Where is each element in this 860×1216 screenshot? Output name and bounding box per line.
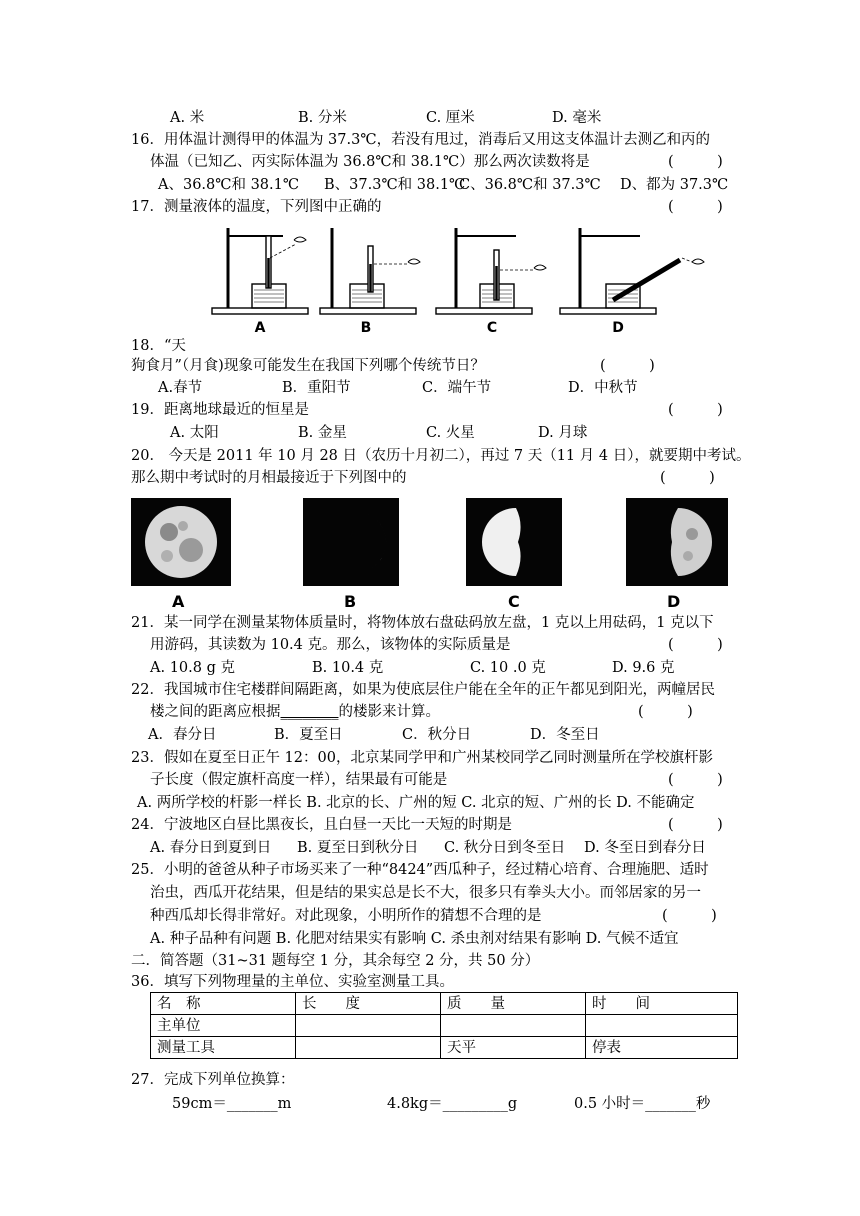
table-row xyxy=(151,1037,738,1059)
section2-title: 二．简答题（31~31 题每空 1 分，其余每空 2 分，共 50 分） xyxy=(131,953,540,969)
q19-option-a: A. 太阳 xyxy=(170,425,219,441)
q21-option-b: B. 10.4 克 xyxy=(312,660,384,676)
q24-option-c: C. 秋分日到冬至日 xyxy=(444,840,566,856)
setup-c xyxy=(436,228,546,314)
table-cell: 测量工具 xyxy=(151,1037,296,1059)
q18-answer-paren: ( ) xyxy=(600,358,655,374)
setup-b xyxy=(320,228,420,314)
table-header-cell: 质 量 xyxy=(441,993,586,1015)
q16-option-b: B、37.3℃和 38.1℃ xyxy=(324,177,466,193)
q21-stem-line1: 21．某一同学在测量某物体质量时，将物体放右盘砝码放左盘，1 克以上用砝码，1 克以下 xyxy=(131,615,714,631)
q27-item-1: 59cm＝_______m xyxy=(172,1096,292,1112)
q27-stem: 27．完成下列单位换算： xyxy=(131,1072,295,1088)
setup-label-d: D xyxy=(612,320,624,336)
moon-label-d: D xyxy=(667,592,681,611)
setup-label-c: C xyxy=(486,320,498,336)
q18-stem-line2: 狗食月”（月食)现象可能发生在我国下列哪个传统节日？ xyxy=(131,358,485,374)
q23-answer-paren: ( ) xyxy=(668,772,723,788)
q21-option-c: C. 10 .0 克 xyxy=(470,660,546,676)
q18-option-b: B．重阳节 xyxy=(282,380,351,396)
q18-option-d: D．中秋节 xyxy=(568,380,638,396)
moon-label-a: A xyxy=(172,592,185,611)
q16-option-c: C、36.8℃和 37.3℃ xyxy=(459,177,601,193)
q24-option-b: B. 夏至日到秋分日 xyxy=(297,840,419,856)
q16-stem-line2: 体温（已知乙、丙实际体温为 36.8℃和 38.1℃）那么两次读数将是 xyxy=(150,154,590,170)
setup-label-a: A xyxy=(254,320,266,336)
q21-option-d: D. 9.6 克 xyxy=(612,660,675,676)
q23-options: A. 两所学校的杆影一样长 B. 北京的长、广州的短 C. 北京的短、广州的长 D. 不能确定 xyxy=(137,795,695,811)
q24-stem: 24．宁波地区白昼比黑夜长，且白昼一天比一天短的时期是 xyxy=(131,817,512,833)
table-cell xyxy=(586,1015,738,1037)
table-cell xyxy=(441,1015,586,1037)
crescent-moon-icon xyxy=(303,498,399,586)
q17-answer-paren: ( ) xyxy=(668,199,723,215)
q15-option-a: A. 米 xyxy=(170,110,205,126)
q27-item-3: 0.5 小时＝_______秒 xyxy=(574,1096,711,1112)
table-cell: 天平 xyxy=(441,1037,586,1059)
thermometer-figure xyxy=(208,222,728,334)
moon-phase-c xyxy=(466,498,562,586)
measurement-table xyxy=(150,992,738,1059)
table-header-cell: 时 间 xyxy=(586,993,738,1015)
moon-phase-a xyxy=(131,498,231,586)
q20-stem-line1: 20． 今天是 2011 年 10 月 28 日（农历十月初二），再过 7 天（11 月 4 日），就要期中考试。 xyxy=(131,448,751,464)
quarter-moon-right-icon xyxy=(626,498,728,586)
table-header-cell: 长 度 xyxy=(296,993,441,1015)
table-cell xyxy=(296,1015,441,1037)
quarter-moon-left-icon xyxy=(466,498,562,586)
q15-option-d: D. 毫米 xyxy=(552,110,602,126)
q25-options: A. 种子品种有问题 B. 化肥对结果实有影响 C. 杀虫剂对结果有影响 D. 气候不适宜 xyxy=(150,931,679,947)
q17-stem: 17．测量液体的温度，下列图中正确的 xyxy=(131,199,382,215)
q19-option-d: D. 月球 xyxy=(538,425,588,441)
q24-option-a: A. 春分日到夏到日 xyxy=(150,840,272,856)
q22-stem-line2-end: 的楼影来计算。 xyxy=(338,704,440,720)
q21-option-a: A. 10.8 g 克 xyxy=(150,660,235,676)
table-cell: 停表 xyxy=(586,1037,738,1059)
q16-answer-paren: ( ) xyxy=(668,154,723,170)
q16-stem-line1: 16．用体温计测得甲的体温为 37.3℃，若没有甩过，消毒后又用这支体温计去测乙和丙的 xyxy=(131,132,711,148)
q27-item-2: 4.8kg＝_________g xyxy=(387,1096,518,1112)
q19-option-c: C. 火星 xyxy=(426,425,475,441)
q22-stem-line2 xyxy=(150,702,440,722)
moon-label-b: B xyxy=(344,592,357,611)
setup-a xyxy=(212,228,308,314)
q22-stem-line2-start: 楼之间的距离应根据 xyxy=(150,704,281,720)
q20-stem-line2: 那么期中考试时的月相最接近于下列图中的 xyxy=(131,470,407,486)
q22-stem-line1: 22．我国城市住宅楼群间隔距离，如果为使底层住户能在全年的正午都见到阳光，两幢居民 xyxy=(131,682,715,698)
q16-option-a: A、36.8℃和 38.1℃ xyxy=(158,177,300,193)
setup-d xyxy=(560,228,704,314)
table-cell: 主单位 xyxy=(151,1015,296,1037)
table-header-row xyxy=(151,993,738,1015)
q24-answer-paren: ( ) xyxy=(668,817,723,833)
moon-phase-d xyxy=(626,498,728,586)
q22-option-a: A．春分日 xyxy=(148,727,217,743)
table-cell xyxy=(296,1037,441,1059)
setup-label-b: B xyxy=(360,320,372,336)
table-row xyxy=(151,1015,738,1037)
moon-label-c: C xyxy=(508,592,520,611)
q23-stem-line1: 23．假如在夏至日正午 12：00，北京某同学甲和广州某校同学乙同时测量所在学校旗杆影 xyxy=(131,750,713,766)
q21-stem-line2: 用游码，其读数为 10.4 克。那么，该物体的实际质量是 xyxy=(150,637,511,653)
q16-option-d: D、都为 37.3℃ xyxy=(620,177,729,193)
table-header-cell: 名 称 xyxy=(151,993,296,1015)
q22-option-d: D．冬至日 xyxy=(530,727,600,743)
q36-stem: 36．填写下列物理量的主单位、实验室测量工具。 xyxy=(131,974,454,990)
q21-answer-paren: ( ) xyxy=(668,637,723,653)
q19-option-b: B. 金星 xyxy=(298,425,347,441)
q24-option-d: D. 冬至日到春分日 xyxy=(584,840,706,856)
q22-option-c: C．秋分日 xyxy=(402,727,472,743)
moon-phase-b xyxy=(303,498,399,586)
q18-stem-line1: 18．“天 xyxy=(131,338,186,354)
q22-option-b: B．夏至日 xyxy=(274,727,343,743)
full-moon-icon xyxy=(131,498,231,586)
q25-answer-paren: ( ) xyxy=(662,908,717,924)
q23-stem-line2: 子长度（假定旗杆高度一样），结果最有可能是 xyxy=(150,772,448,788)
q18-option-c: C．端午节 xyxy=(422,380,492,396)
q22-answer-paren: ( ) xyxy=(638,704,693,720)
q19-stem: 19．距离地球最近的恒星是 xyxy=(131,402,309,418)
q22-blank: ________ xyxy=(280,704,339,720)
q20-answer-paren: ( ) xyxy=(660,470,715,486)
q25-stem-line1: 25．小明的爸爸从种子市场买来了一种“8424”西瓜种子，经过精心培育、合理施肥、适时 xyxy=(131,862,709,878)
q18-option-a: A.春节 xyxy=(158,380,203,396)
q25-stem-line2: 治虫，西瓜开花结果，但是结的果实总是长不大，很多只有拳头大小。而邻居家的另一 xyxy=(150,885,701,901)
q15-option-c: C. 厘米 xyxy=(426,110,475,126)
q19-answer-paren: ( ) xyxy=(668,402,723,418)
q25-stem-line3: 种西瓜却长得非常好。对此现象，小明所作的猜想不合理的是 xyxy=(150,908,542,924)
q15-option-b: B. 分米 xyxy=(298,110,347,126)
